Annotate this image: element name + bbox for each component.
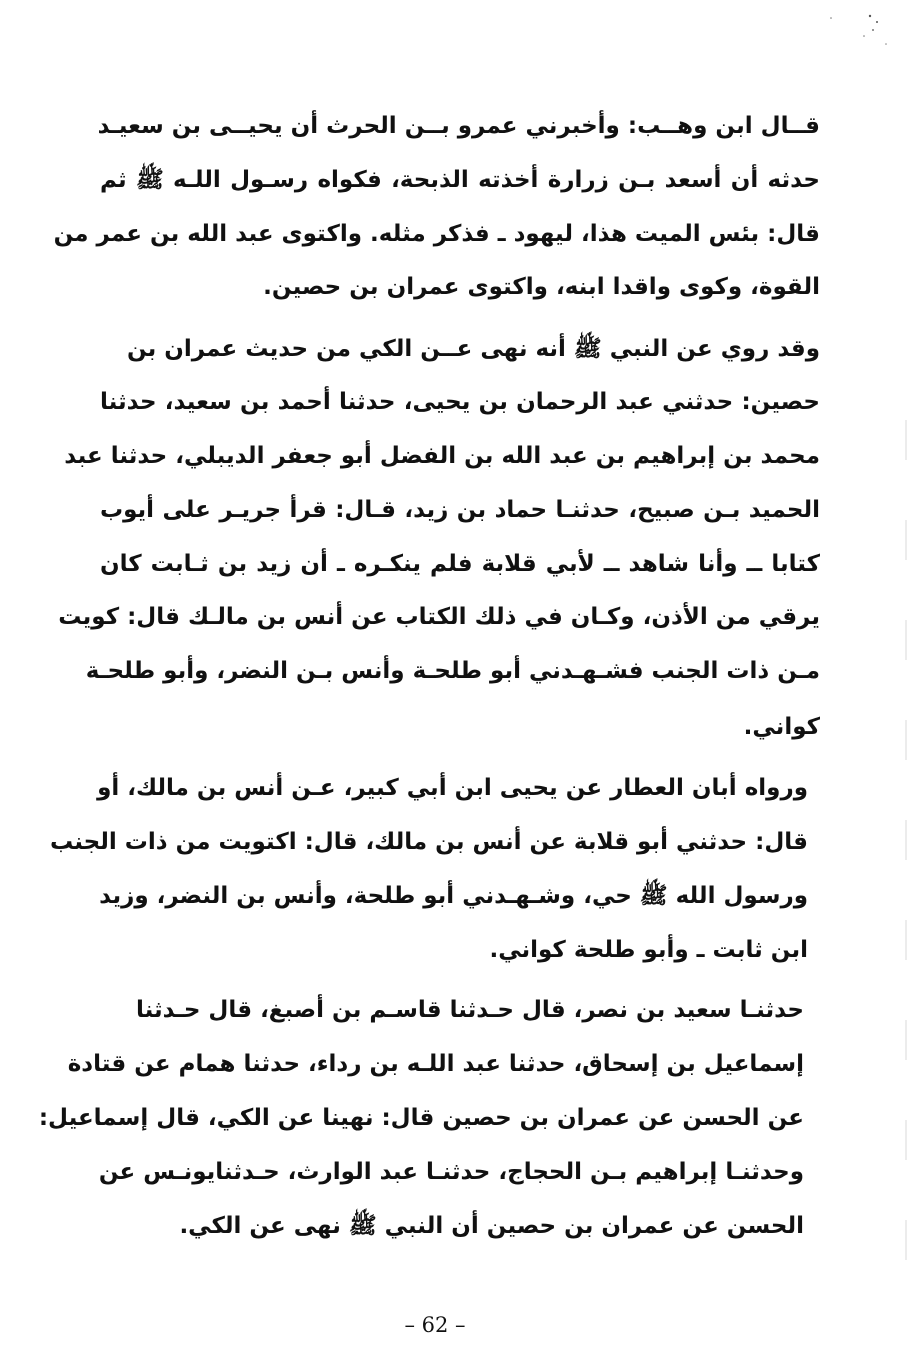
text-line: ورسول الله ﷺ حي، وشـهـدني أبو طلحة، وأنس بن النضر، وزيد	[99, 883, 808, 909]
scan-edge-line	[905, 420, 907, 1300]
page-number: – 62 –	[404, 1313, 466, 1337]
text-line: عن الحسن عن عمران بن حصين قال: نهينا عن الكي، قال إسماعيل:	[38, 1105, 804, 1131]
text-line: الحسن عن عمران بن حصين أن النبي ﷺ نهى عن الكي.	[179, 1213, 804, 1239]
text-line: حدثه أن أسعد بـن زرارة أخذته الذبحة، فكواه رسـول اللـه ﷺ ثم	[100, 167, 820, 193]
text-line: يرقي من الأذن، وكـان في ذلك الكتاب عن أنس بن مالـك قال: كويت	[58, 604, 820, 630]
text-line: وحدثنـا إبراهيم بـن الحجاج، حدثنـا عبد الوارث، حـدثنايونـس عن	[98, 1159, 804, 1185]
text-line: حصين: حدثني عبد الرحمان بن يحيى، حدثنا أحمد بن سعيد، حدثنا	[100, 389, 820, 415]
text-line: مـن ذات الجنب فشـهـدني أبو طلحـة وأنس بـن النضر، وأبو طلحـة	[85, 658, 820, 684]
text-line: وقد روي عن النبي ﷺ أنه نهى عــن الكي من حديث عمران بن	[126, 336, 820, 362]
text-line: إسماعيل بن إسحاق، حدثنا عبد اللـه بن رداء، حدثنا همام عن قتادة	[67, 1051, 804, 1077]
text-line: قــال ابن وهــب: وأخبرني عمرو بــن الحرث أن يحيــى بن سعيـد	[97, 113, 820, 139]
text-line: قال: بئس الميت هذا، ليهود ـ فذكر مثله. واكتوى عبد الله بن عمر من	[53, 221, 820, 247]
text-line: قال: حدثني أبو قلابة عن أنس بن مالك، قال: اكتويت من ذات الجنب	[49, 829, 808, 855]
text-line: ابن ثابت ـ وأبو طلحة كواني.	[489, 937, 808, 963]
text-line: كواني.	[743, 714, 820, 740]
text-line: ورواه أبان العطار عن يحيى ابن أبي كبير، عـن أنس بن مالك، أو	[97, 775, 808, 801]
text-line: القوة، وكوى واقدا ابنه، واكتوى عمران بن حصين.	[263, 274, 820, 300]
text-line: حدثنـا سعيد بن نصر، قال حـدثنا قاسـم بن أصبغ، قال حـدثنا	[136, 997, 804, 1023]
text-line: محمد بن إبراهيم بن عبد الله بن الفضل أبو جعفر الديبلي، حدثنا عبد	[64, 443, 820, 469]
text-line: الحميد بـن صبيح، حدثنـا حماد بن زيد، قـال: قرأ جريـر على أيوب	[100, 497, 820, 523]
scan-specks-decoration	[826, 6, 896, 76]
text-line: كتابا ــ وأنا شاهد ــ لأبي قلابة فلم ينكـره ـ أن زيد بن ثـابت كان	[100, 551, 820, 577]
